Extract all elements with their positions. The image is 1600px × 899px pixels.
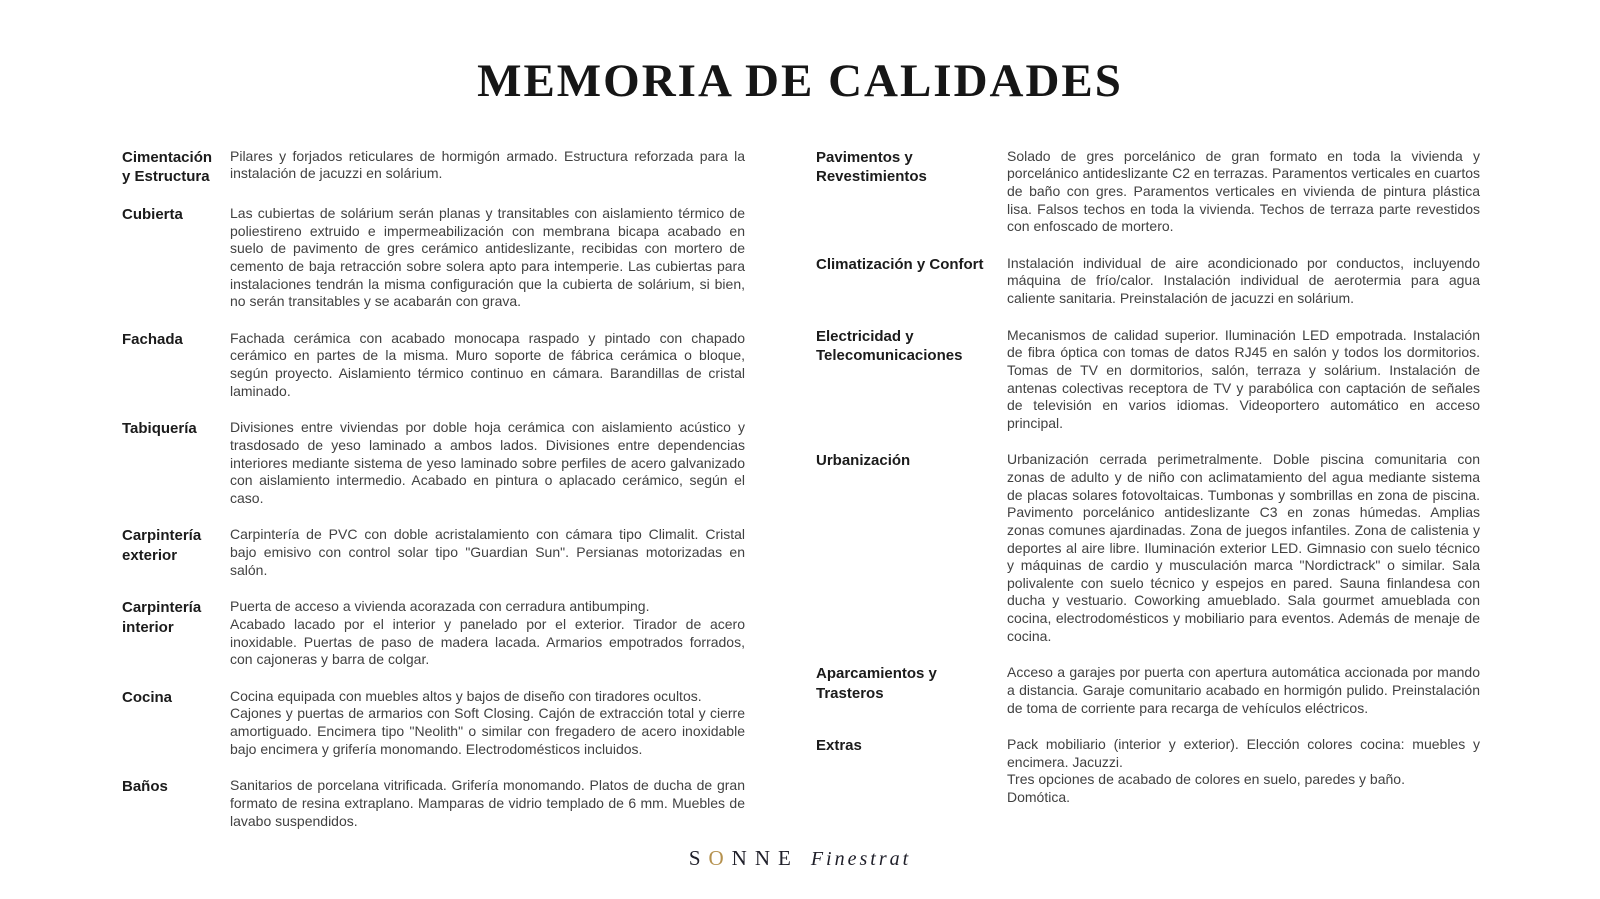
spec-text [1007,255,1480,308]
column-right [816,148,1480,826]
spec-section-carpinteria-exterior [122,526,745,579]
spec-text [230,205,745,311]
spec-paragraph: Instalación individual de aire acondicionado por conductos, incluyendo máquina de frío/calor. Instalación individual de aerotermia para agua caliente sanitaria. Preinstalación de jacuzzi en solárium. [1007,254,1480,307]
spec-section-electricidad-y-telecomunicaciones [816,327,1480,433]
spec-label: Pavimentos y Revestimientos [816,148,927,185]
spec-section-fachada [122,330,745,401]
spec-text [230,688,745,759]
spec-paragraph: Solado de gres porcelánico de gran formato en toda la vivienda y porcelánico antideslizante C2 en terrazas. Paramentos verticales en cuartos de baño con gres. Paramentos verticales en vivienda de pintura plástica lisa. Falsos techos en toda la vivienda. Techos de terraza parte revestidos con enfoscado de mortero. [1007,147,1480,235]
spec-paragraph: Domótica. [1007,789,1071,806]
spec-columns [0,148,1600,850]
spec-paragraph: Urbanización cerrada perimetralmente. Doble piscina comunitaria con zonas de adulto y de niño con aclimatamiento del agua mediante sistema de placas solares fotovoltaicas. Tumbonas y sombrillas en zona de piscina. Pavimento porcelánico antideslizante C3 en zonas húmedas. Amplias zonas comunes ajardinadas. Zona de juegos infantiles. Zona de calistenia y deportes al aire libre. Iluminación exterior LED. Gimnasio con suelo técnico y máquinas de cardio y musculación marca "Nordictrack" o similar. Sala polivalente con suelo técnico y espejos en pared. Sauna finlandesa con ducha y vestuario. Coworking amueblado. Sala gourmet amueblada con cocina, electrodomésticos y mobiliario para eventos. Además de menaje de cocina. [1007,451,1480,644]
spec-section-extras [816,736,1480,807]
spec-text [230,598,745,669]
spec-text [1007,451,1480,645]
spec-label: Carpintería interior [122,599,202,636]
spec-paragraph: Las cubiertas de solárium serán planas y transitables con aislamiento térmico de poliestireno extruido e impermeabilización con membrana bicapa acabado en suelo de pavimento de gres cerámico antideslizante, recibidas con mortero de cemento de baja retracción sobre solera apto para intemperie. Las cubiertas para instalaciones tendrán la misma configuración que la cubierta de solárium, si bien, no serán transitables y se acabarán con grava. [230,205,745,310]
spec-paragraph: Acabado lacado por el interior y panelado por el exterior. Tirador de acero inoxidable. Puertas de paso de madera lacada. Armarios empotrados forrados, con cajoneras y barra de colgar. [230,615,745,668]
spec-label: Electricidad y Telecomunicaciones [816,327,963,364]
spec-paragraph: Mecanismos de calidad superior. Iluminación LED empotrada. Instalación de fibra óptica con tomas de datos RJ45 en salón y todos los dormitorios. Tomas de TV en dormitorios, salón, terraza y solárium. Instalación de antenas colectivas receptora de TV y parabólica con captación de señales de televisión en varios idiomas. Videoportero automático en acceso principal. [1007,326,1480,431]
spec-text [230,777,745,830]
spec-text [230,330,745,401]
spec-label: Tabiquería [122,420,197,438]
spec-paragraph: Pilares y forjados reticulares de hormigón armado. Estructura reforzada para la instalación de jacuzzi en solárium. [230,147,745,182]
spec-paragraph: Acceso a garajes por puerta con apertura automática accionada por mando a distancia. Garaje comunitario acabado en hormigón pulido. Preinstalación de toma de corriente para recarga de vehículos eléctricos. [1007,664,1480,716]
spec-paragraph: Cajones y puertas de armarios con Soft Closing. Cajón de extracción total y cierre amortiguado. Encimera tipo "Neolith" o similar con fregadero de acero inoxidable bajo encimera y grifería monomando. Electrodomésticos incluidos. [230,705,745,757]
spec-section-banos [122,777,745,830]
spec-paragraph: Fachada cerámica con acabado monocapa raspado y pintado con chapado cerámico en partes de la misma. Muro soporte de fábrica cerámica o bloque, según proyecto. Aislamiento térmico continuo en cámara. Barandillas de cristal laminado. [230,329,745,399]
spec-label: Fachada [122,330,183,348]
spec-label: Aparcamientos y Trasteros [816,665,937,702]
spec-section-carpinteria-interior [122,598,745,669]
brand-letter-s: S [688,846,709,870]
spec-label: Cubierta [122,206,183,224]
spec-text [1007,736,1480,807]
page-title: MEMORIA DE CALIDADES [477,55,1123,107]
spec-paragraph: Pack mobiliario (interior y exterior). Elección colores cocina: muebles y encimera. Jacuzzi. [1007,736,1480,770]
spec-label: Cocina [122,688,173,706]
spec-paragraph: Puerta de acceso a vivienda acorazada con cerradura antibumping. [230,598,650,615]
spec-label: Extras [816,737,862,755]
spec-text [1007,664,1480,717]
spec-label: Climatización y Confort [816,255,984,273]
spec-section-pavimentos-y-revestimientos [816,148,1480,236]
spec-section-cubierta [122,205,745,311]
spec-label: Urbanización [816,452,911,470]
spec-section-urbanizacion [816,451,1480,645]
column-left [122,148,745,850]
brand-letters-nne: NNE [731,846,799,870]
spec-section-aparcamientos-y-trasteros [816,664,1480,717]
spec-paragraph: Divisiones entre viviendas por doble hoja cerámica con aislamiento acústico y trasdosado de yeso laminado a ambos lados. Divisiones entre dependencias interiores mediante sistema de yeso laminado sobre perfiles de acero galvanizado con aislamiento intermedio. Acabado en pintura o aplacado cerámico, según el caso. [230,419,745,506]
spec-paragraph: Tres opciones de acabado de colores en suelo, paredes y baño. [1007,771,1405,788]
spec-label: Baños [122,778,168,796]
spec-section-cimentacion-y-estructura [122,148,745,186]
spec-paragraph: Cocina equipada con muebles altos y bajos de diseño con tiradores ocultos. [230,687,702,704]
brand-footer [0,846,1600,871]
spec-section-tabiqueria [122,419,745,507]
spec-paragraph: Sanitarios de porcelana vitrificada. Grifería monomando. Platos de ducha de gran formato de resina extraplano. Mamparas de vidrio templado de 6 mm. Muebles de lavabo suspendidos. [230,777,745,829]
spec-text [230,526,745,579]
brand-subname: Finestrat [810,848,912,870]
spec-text [1007,148,1480,236]
brand-letter-o-gold: O [708,846,732,870]
spec-section-cocina [122,688,745,759]
brand-logo [689,846,799,870]
spec-paragraph: Carpintería de PVC con doble acristalamiento con cámara tipo Climalit. Cristal bajo emisivo con control solar tipo "Guardian Sun". Persianas motorizadas en salón. [230,526,745,578]
spec-label: Cimentación y Estructura [122,148,213,185]
spec-section-climatizacion-y-confort [816,255,1480,308]
spec-text [230,148,745,183]
spec-text [230,419,745,507]
spec-label: Carpintería exterior [122,527,202,564]
spec-text [1007,327,1480,433]
